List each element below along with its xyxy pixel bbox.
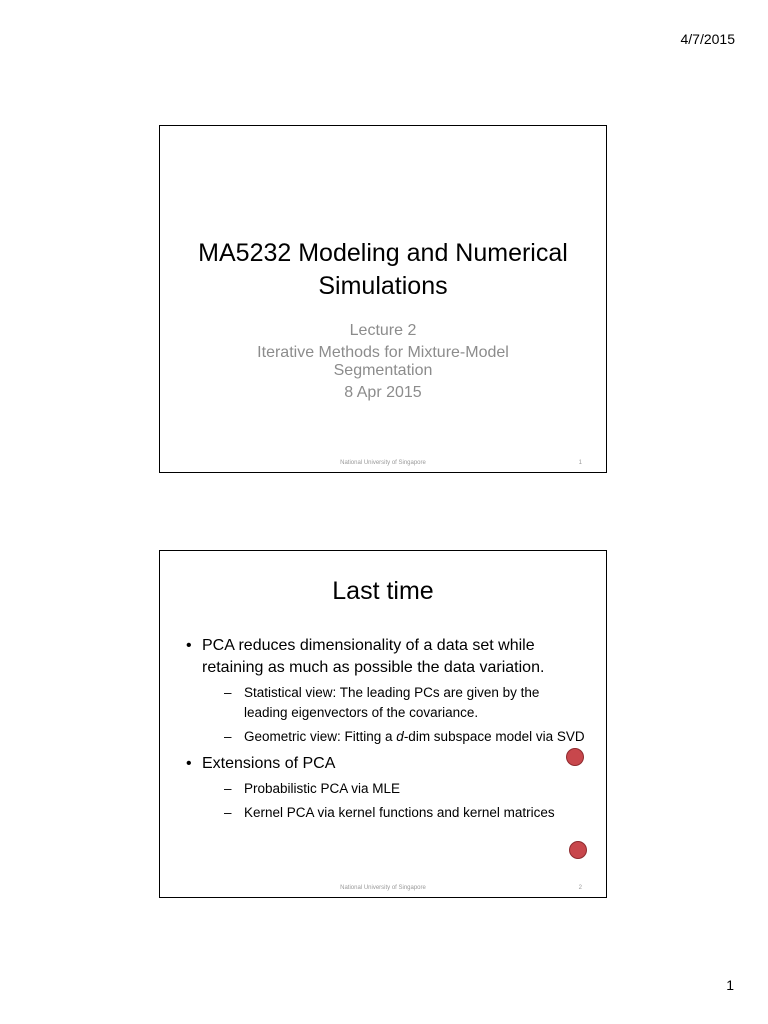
sub-probabilistic-pca: – Probabilistic PCA via MLE [202,779,586,799]
annotation-marker-icon [566,748,584,766]
sub-geometric-view: – Geometric view: Fitting a d-dim subspace model via SVD [202,727,586,747]
page-date: 4/7/2015 [680,31,735,47]
page-number: 1 [726,977,734,993]
sub-statistical-view: – Statistical view: The leading PCs are given by the leading eigenvectors of the covariance. [202,683,586,723]
slide-1: MA5232 Modeling and Numerical Simulations Lecture 2 Iterative Methods for Mixture-Model Segmentation 8 Apr 2015 National University of Singapore 1 [159,125,607,473]
lecture-label: Lecture 2 [349,322,417,339]
slide-2: Last time • PCA reduces dimensionality of a data set while retaining as much as possible the data variation. – Statistical view: The leading PCs are given by the leading eigenvectors of the covariance. – Geometric view: Fitting a d-dim subspace model via SVD • Extensions of PCA – Probabilistic PCA via MLE – Kernel PCA via kernel functions and kernel matrices National University of Singapore 2 [159,550,607,898]
bullet-pca: • PCA reduces dimensionality of a data set while retaining as much as possible the data variation. – Statistical view: The leading PCs are given by the leading eigenvectors of the covariance. – Geometric view: Fitting a d-dim subspace model via SVD [180,635,586,747]
slide-2-number: 2 [578,885,582,891]
sub-kernel-pca: – Kernel PCA via kernel functions and kernel matrices [202,803,586,823]
slide-2-bullets [180,635,586,829]
slide-1-title: MA5232 Modeling and Numerical Simulations [198,239,568,300]
slide-2-title: Last time [332,577,434,605]
slide-1-number: 1 [578,460,582,466]
lecture-date: 8 Apr 2015 [344,384,422,401]
slide-1-subtitle: Lecture 2 Iterative Methods for Mixture-Model Segmentation 8 Apr 2015 [160,322,606,402]
annotation-marker-icon [569,841,587,859]
bullet-extensions: • Extensions of PCA – Probabilistic PCA via MLE – Kernel PCA via kernel functions and kernel matrices [180,753,586,823]
